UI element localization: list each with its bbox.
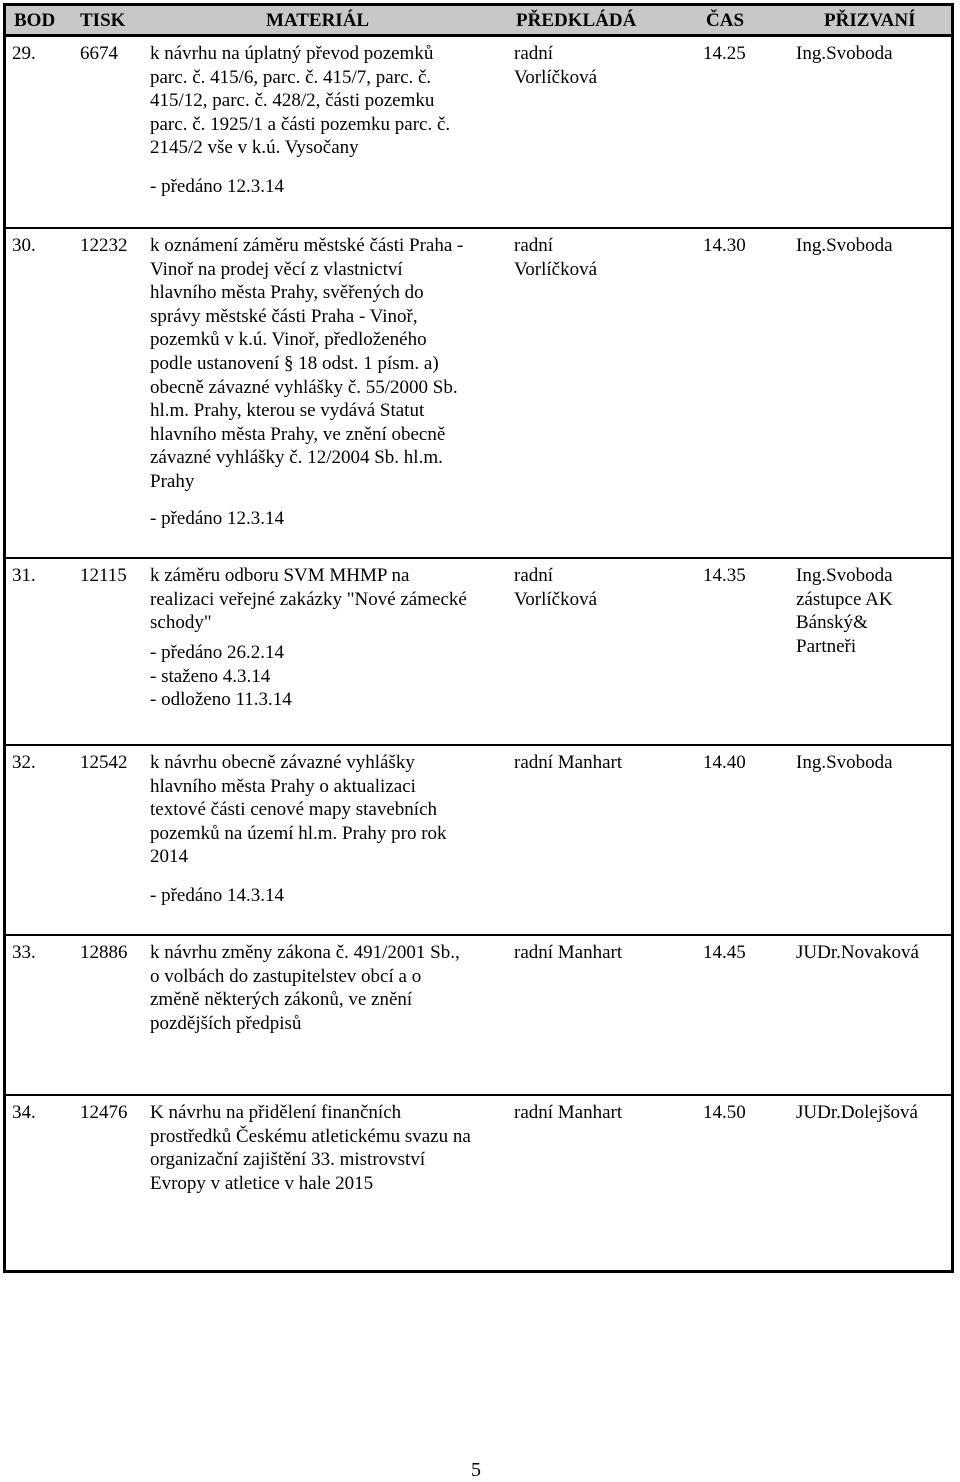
table-row bbox=[6, 229, 951, 559]
predklada-cell-line: radní Manhart bbox=[514, 1102, 623, 1123]
table-row bbox=[6, 1096, 951, 1270]
material-cell-line: parc. č. 1925/1 a části pozemku parc. č. bbox=[150, 113, 451, 135]
predklada-cell bbox=[514, 42, 597, 89]
prizvani-cell bbox=[796, 564, 893, 658]
prizvani-cell-line: JUDr.Novaková bbox=[796, 942, 919, 963]
material-cell-line: textové části cenové mapy stavebních bbox=[150, 799, 438, 821]
material-cell-line: k oznámení záměru městské části Praha - bbox=[150, 235, 464, 256]
cas-cell: 14.50 bbox=[703, 1102, 746, 1123]
bod-cell: 31. bbox=[12, 565, 36, 586]
notes-cell bbox=[150, 507, 284, 531]
prizvani-cell bbox=[796, 234, 893, 258]
tisk-cell: 6674 bbox=[80, 43, 118, 64]
table-row bbox=[6, 37, 951, 229]
header-bod: BOD bbox=[14, 10, 56, 31]
predklada-cell bbox=[514, 941, 622, 965]
material-cell-line: parc. č. 415/6, parc. č. 415/7, parc. č. bbox=[150, 66, 432, 88]
material-cell-line: k záměru odboru SVM MHMP na bbox=[150, 565, 410, 586]
material-cell-line: pozemků v k.ú. Vinoř, předloženého bbox=[150, 329, 427, 351]
prizvani-cell-line: zástupce AK bbox=[796, 588, 893, 610]
page-number: 5 bbox=[471, 1459, 481, 1481]
predklada-cell-line: radní bbox=[514, 565, 554, 586]
predklada-cell bbox=[514, 1101, 622, 1125]
material-cell-line: 415/12, parc. č. 428/2, části pozemku bbox=[150, 90, 435, 112]
header-cas: ČAS bbox=[706, 10, 745, 31]
material-cell-line: hl.m. Prahy, kterou se vydává Statut bbox=[150, 400, 425, 422]
notes-cell bbox=[150, 884, 284, 908]
prizvani-cell-line: JUDr.Dolejšová bbox=[796, 1102, 918, 1123]
prizvani-cell-line: Partneři bbox=[796, 635, 857, 657]
tisk-cell: 12886 bbox=[80, 942, 128, 963]
predklada-cell-line: radní Manhart bbox=[514, 942, 623, 963]
material-cell-line: K návrhu na přidělení finančních bbox=[150, 1102, 402, 1123]
agenda-table bbox=[3, 3, 954, 1273]
material-cell bbox=[150, 42, 450, 160]
material-cell-line: pozemků na území hl.m. Prahy pro rok bbox=[150, 822, 447, 844]
table-row bbox=[6, 936, 951, 1096]
bod-cell: 34. bbox=[12, 1102, 36, 1123]
notes-cell-line: - předáno 12.3.14 bbox=[150, 176, 285, 197]
material-cell-line: k návrhu obecně závazné vyhlášky bbox=[150, 752, 415, 773]
material-cell-line: realizaci veřejné zakázky "Nové zámecké bbox=[150, 588, 467, 610]
material-cell-line: Vinoř na prodej věcí z vlastnictví bbox=[150, 258, 403, 280]
header-material: MATERIÁL bbox=[266, 10, 370, 31]
tisk-cell: 12232 bbox=[80, 235, 128, 256]
predklada-cell-line: Vorlíčková bbox=[514, 258, 598, 280]
cas-cell: 14.35 bbox=[703, 565, 746, 586]
material-cell-line: schody" bbox=[150, 612, 212, 634]
predklada-cell bbox=[514, 234, 597, 281]
notes-cell-line: - staženo 4.3.14 bbox=[150, 665, 271, 687]
header-predklada: PŘEDKLÁDÁ bbox=[516, 10, 637, 31]
bod-cell: 29. bbox=[12, 43, 36, 64]
material-cell bbox=[150, 941, 460, 1035]
notes-cell bbox=[150, 641, 292, 712]
material-cell-line: pozdějších předpisů bbox=[150, 1012, 302, 1034]
predklada-cell bbox=[514, 564, 597, 611]
material-cell-line: 2014 bbox=[150, 846, 188, 868]
material-cell bbox=[150, 751, 447, 869]
prizvani-cell-line: Ing.Svoboda bbox=[796, 43, 893, 64]
bod-cell: 33. bbox=[12, 942, 36, 963]
header-tisk: TISK bbox=[80, 10, 126, 31]
bod-cell: 32. bbox=[12, 752, 36, 773]
tisk-cell: 12542 bbox=[80, 752, 128, 773]
prizvani-cell-line: Ing.Svoboda bbox=[796, 235, 893, 256]
predklada-cell-line: radní bbox=[514, 235, 554, 256]
notes-cell-line: - předáno 14.3.14 bbox=[150, 885, 285, 906]
table-row bbox=[6, 746, 951, 936]
cas-cell: 14.25 bbox=[703, 43, 746, 64]
material-cell-line: závazné vyhlášky č. 12/2004 Sb. hl.m. bbox=[150, 447, 443, 469]
prizvani-cell bbox=[796, 941, 919, 965]
predklada-cell-line: Vorlíčková bbox=[514, 66, 598, 88]
material-cell-line: změně některých zákonů, ve znění bbox=[150, 989, 413, 1011]
material-cell-line: Evropy v atletice v hale 2015 bbox=[150, 1172, 374, 1194]
tisk-cell: 12476 bbox=[80, 1102, 128, 1123]
material-cell-line: k návrhu změny zákona č. 491/2001 Sb., bbox=[150, 942, 460, 963]
notes-cell bbox=[150, 175, 284, 199]
table-header bbox=[6, 6, 951, 37]
material-cell-line: správy městské části Praha - Vinoř, bbox=[150, 305, 418, 327]
material-cell-line: hlavního města Prahy, ve znění obecně bbox=[150, 423, 446, 445]
cas-cell: 14.40 bbox=[703, 752, 746, 773]
prizvani-cell-line: Bánský& bbox=[796, 612, 868, 634]
predklada-cell-line: radní bbox=[514, 43, 554, 64]
notes-cell-line: - odloženo 11.3.14 bbox=[150, 689, 292, 711]
material-cell-line: podle ustanovení § 18 odst. 1 písm. a) bbox=[150, 352, 439, 374]
material-cell bbox=[150, 1101, 471, 1195]
material-cell-line: Prahy bbox=[150, 470, 195, 492]
prizvani-cell-line: Ing.Svoboda bbox=[796, 752, 893, 773]
material-cell-line: obecně závazné vyhlášky č. 55/2000 Sb. bbox=[150, 376, 458, 398]
material-cell-line: o volbách do zastupitelstev obcí a o bbox=[150, 965, 422, 987]
material-cell-line: hlavního města Prahy o aktualizaci bbox=[150, 775, 416, 797]
prizvani-cell-line: Ing.Svoboda bbox=[796, 565, 893, 586]
cas-cell: 14.45 bbox=[703, 942, 746, 963]
cas-cell: 14.30 bbox=[703, 235, 746, 256]
prizvani-cell bbox=[796, 751, 893, 775]
material-cell-line: k návrhu na úplatný převod pozemků bbox=[150, 43, 434, 64]
predklada-cell bbox=[514, 751, 622, 775]
prizvani-cell bbox=[796, 1101, 918, 1125]
notes-cell-line: - předáno 12.3.14 bbox=[150, 508, 285, 529]
material-cell bbox=[150, 564, 467, 635]
predklada-cell-line: Vorlíčková bbox=[514, 588, 598, 610]
tisk-cell: 12115 bbox=[80, 565, 127, 586]
material-cell-line: hlavního města Prahy, svěřených do bbox=[150, 282, 424, 304]
bod-cell: 30. bbox=[12, 235, 36, 256]
material-cell-line: 2145/2 vše v k.ú. Vysočany bbox=[150, 137, 359, 159]
prizvani-cell bbox=[796, 42, 893, 66]
material-cell-line: organizační zajištění 33. mistrovství bbox=[150, 1149, 426, 1171]
notes-cell-line: - předáno 26.2.14 bbox=[150, 642, 285, 663]
table-row bbox=[6, 559, 951, 746]
predklada-cell-line: radní Manhart bbox=[514, 752, 623, 773]
material-cell-line: prostředků Českému atletickému svazu na bbox=[150, 1125, 471, 1147]
material-cell bbox=[150, 234, 463, 494]
header-prizvani: PŘIZVANÍ bbox=[824, 10, 916, 31]
